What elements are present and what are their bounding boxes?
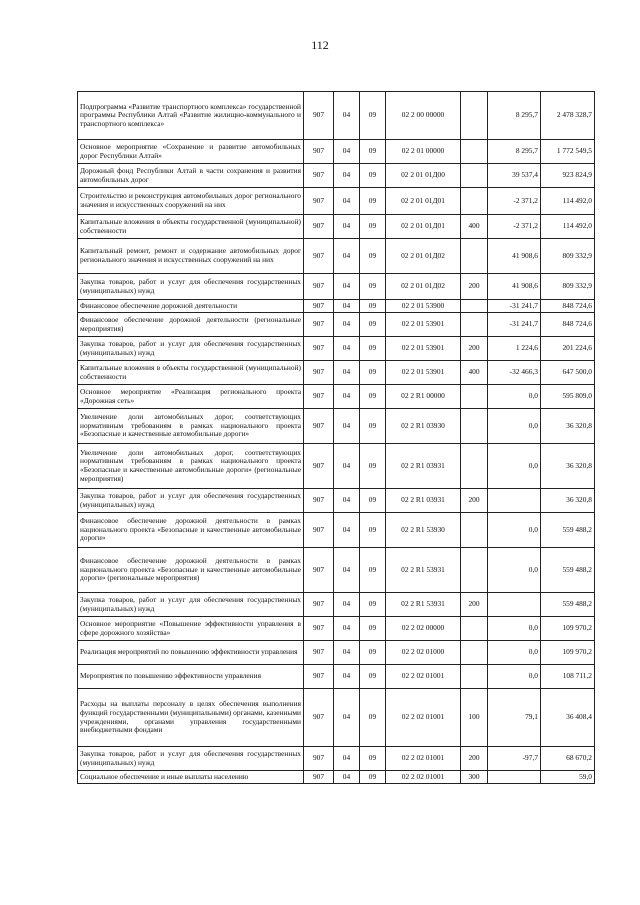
change-amount: 0,0 — [488, 665, 541, 689]
expense-type-code — [461, 92, 488, 140]
change-amount: 41 908,6 — [488, 274, 541, 300]
expense-type-code: 200 — [461, 747, 488, 771]
row-name: Дорожный фонд Республики Алтай в части сохранения и развития автомобильных дорог — [78, 164, 304, 188]
budget-table-body — [78, 92, 595, 784]
section-code: 04 — [334, 641, 360, 665]
row-name: Расходы на выплаты персоналу в целях обеспечения выполнения функций государственными (муниципальными) органами, казенными учреждениями, органами управления государственными внебюджетными фондами — [78, 689, 304, 747]
change-amount: 0,0 — [488, 513, 541, 548]
section-code: 04 — [334, 513, 360, 548]
admin-code: 907 — [304, 548, 334, 593]
row-name: Основное мероприятие «Повышение эффективности управления в сфере дорожного хозяйства» — [78, 617, 304, 641]
admin-code: 907 — [304, 361, 334, 385]
change-amount — [488, 489, 541, 513]
target-code: 02 2 01 01Д00 — [386, 164, 461, 188]
expense-type-code — [461, 188, 488, 215]
row-name: Финансовое обеспечение дорожной деятельности — [78, 300, 304, 313]
total-amount: 2 478 328,7 — [541, 92, 595, 140]
target-code: 02 2 R1 53930 — [386, 513, 461, 548]
row-name: Финансовое обеспечение дорожной деятельности в рамках национального проекта «Безопасные и качественные автомобильные дороги» — [78, 513, 304, 548]
total-amount: 114 492,0 — [541, 215, 595, 239]
section-code: 04 — [334, 188, 360, 215]
admin-code: 907 — [304, 164, 334, 188]
total-amount: 36 320,8 — [541, 409, 595, 444]
change-amount: 1 224,6 — [488, 337, 541, 361]
table-row — [78, 593, 595, 617]
expense-type-code: 200 — [461, 337, 488, 361]
target-code: 02 2 R1 03931 — [386, 444, 461, 489]
change-amount: 0,0 — [488, 444, 541, 489]
section-code: 04 — [334, 313, 360, 337]
row-name: Социальное обеспечение и иные выплаты населению — [78, 771, 304, 784]
row-name: Капитальные вложения в объекты государственной (муниципальной) собственности — [78, 361, 304, 385]
subsection-code: 09 — [360, 361, 386, 385]
expense-type-code: 100 — [461, 689, 488, 747]
expense-type-code — [461, 313, 488, 337]
subsection-code: 09 — [360, 513, 386, 548]
target-code: 02 2 R1 00000 — [386, 385, 461, 409]
admin-code: 907 — [304, 747, 334, 771]
target-code: 02 2 02 01001 — [386, 665, 461, 689]
admin-code: 907 — [304, 665, 334, 689]
row-name: Основное мероприятие «Сохранение и развитие автомобильных дорог Республики Алтай» — [78, 140, 304, 164]
expense-type-code — [461, 409, 488, 444]
table-row — [78, 361, 595, 385]
section-code: 04 — [334, 215, 360, 239]
target-code: 02 2 01 53900 — [386, 300, 461, 313]
change-amount: -32 466,3 — [488, 361, 541, 385]
row-name: Мероприятия по повышению эффективности управления — [78, 665, 304, 689]
expense-type-code: 200 — [461, 593, 488, 617]
section-code: 04 — [334, 92, 360, 140]
target-code: 02 2 R1 03931 — [386, 489, 461, 513]
change-amount: 8 295,7 — [488, 140, 541, 164]
section-code: 04 — [334, 239, 360, 274]
target-code: 02 2 R1 03930 — [386, 409, 461, 444]
admin-code: 907 — [304, 489, 334, 513]
table-row — [78, 489, 595, 513]
target-code: 02 2 01 01Д01 — [386, 188, 461, 215]
row-name: Увеличение доли автомобильных дорог, соответствующих нормативным требованиям в рамках национального проекта «Безопасные и качественные автомобильные дороги» (региональные мероприятия) — [78, 444, 304, 489]
target-code: 02 2 02 01000 — [386, 641, 461, 665]
change-amount: 39 537,4 — [488, 164, 541, 188]
section-code: 04 — [334, 337, 360, 361]
subsection-code: 09 — [360, 385, 386, 409]
budget-table — [77, 91, 595, 784]
subsection-code: 09 — [360, 617, 386, 641]
subsection-code: 09 — [360, 641, 386, 665]
total-amount: 809 332,9 — [541, 274, 595, 300]
table-row — [78, 274, 595, 300]
total-amount: 1 772 549,5 — [541, 140, 595, 164]
expense-type-code — [461, 300, 488, 313]
total-amount: 109 970,2 — [541, 641, 595, 665]
subsection-code: 09 — [360, 444, 386, 489]
expense-type-code — [461, 617, 488, 641]
admin-code: 907 — [304, 385, 334, 409]
expense-type-code — [461, 641, 488, 665]
admin-code: 907 — [304, 337, 334, 361]
section-code: 04 — [334, 361, 360, 385]
admin-code: 907 — [304, 513, 334, 548]
table-row — [78, 409, 595, 444]
subsection-code: 09 — [360, 140, 386, 164]
total-amount: 559 488,2 — [541, 513, 595, 548]
row-name: Увеличение доли автомобильных дорог, соответствующих нормативным требованиям в рамках национального проекта «Безопасные и качественные автомобильные дороги» — [78, 409, 304, 444]
subsection-code: 09 — [360, 164, 386, 188]
expense-type-code — [461, 239, 488, 274]
expense-type-code: 200 — [461, 489, 488, 513]
expense-type-code — [461, 444, 488, 489]
table-row — [78, 92, 595, 140]
subsection-code: 09 — [360, 92, 386, 140]
table-row — [78, 313, 595, 337]
expense-type-code: 400 — [461, 215, 488, 239]
change-amount: 0,0 — [488, 617, 541, 641]
section-code: 04 — [334, 665, 360, 689]
target-code: 02 2 01 00000 — [386, 140, 461, 164]
change-amount: 0,0 — [488, 548, 541, 593]
section-code: 04 — [334, 385, 360, 409]
section-code: 04 — [334, 274, 360, 300]
change-amount: -97,7 — [488, 747, 541, 771]
total-amount: 848 724,6 — [541, 313, 595, 337]
expense-type-code — [461, 513, 488, 548]
total-amount: 923 824,9 — [541, 164, 595, 188]
table-row — [78, 444, 595, 489]
change-amount: -31 241,7 — [488, 313, 541, 337]
total-amount: 59,0 — [541, 771, 595, 784]
total-amount: 108 711,2 — [541, 665, 595, 689]
table-row — [78, 164, 595, 188]
admin-code: 907 — [304, 313, 334, 337]
target-code: 02 2 02 01001 — [386, 689, 461, 747]
row-name: Финансовое обеспечение дорожной деятельности (региональные мероприятия) — [78, 313, 304, 337]
row-name: Закупка товаров, работ и услуг для обеспечения государственных (муниципальных) нужд — [78, 593, 304, 617]
row-name: Строительство и реконструкция автомобильных дорог регионального значения и искусственных сооружений на них — [78, 188, 304, 215]
total-amount: 114 492,0 — [541, 188, 595, 215]
subsection-code: 09 — [360, 337, 386, 361]
admin-code: 907 — [304, 593, 334, 617]
total-amount: 559 488,2 — [541, 593, 595, 617]
change-amount: 8 295,7 — [488, 92, 541, 140]
table-row — [78, 641, 595, 665]
subsection-code: 09 — [360, 215, 386, 239]
table-row — [78, 188, 595, 215]
section-code: 04 — [334, 140, 360, 164]
section-code: 04 — [334, 444, 360, 489]
admin-code: 907 — [304, 444, 334, 489]
admin-code: 907 — [304, 92, 334, 140]
change-amount — [488, 593, 541, 617]
table-row — [78, 385, 595, 409]
admin-code: 907 — [304, 617, 334, 641]
change-amount: -2 371,2 — [488, 215, 541, 239]
table-row — [78, 665, 595, 689]
target-code: 02 2 01 53901 — [386, 361, 461, 385]
expense-type-code — [461, 385, 488, 409]
table-row — [78, 300, 595, 313]
admin-code: 907 — [304, 689, 334, 747]
expense-type-code — [461, 665, 488, 689]
table-row — [78, 513, 595, 548]
table-row — [78, 617, 595, 641]
row-name: Реализация мероприятий по повышению эффективности управления — [78, 641, 304, 665]
total-amount: 647 500,0 — [541, 361, 595, 385]
page-number: 112 — [311, 38, 329, 52]
subsection-code: 09 — [360, 689, 386, 747]
admin-code: 907 — [304, 771, 334, 784]
expense-type-code — [461, 164, 488, 188]
subsection-code: 09 — [360, 300, 386, 313]
change-amount: 0,0 — [488, 409, 541, 444]
target-code: 02 2 R1 53931 — [386, 548, 461, 593]
subsection-code: 09 — [360, 593, 386, 617]
section-code: 04 — [334, 689, 360, 747]
table-row — [78, 215, 595, 239]
target-code: 02 2 01 53901 — [386, 337, 461, 361]
subsection-code: 09 — [360, 313, 386, 337]
target-code: 02 2 02 01001 — [386, 771, 461, 784]
expense-type-code — [461, 548, 488, 593]
section-code: 04 — [334, 593, 360, 617]
total-amount: 36 320,8 — [541, 444, 595, 489]
total-amount: 559 488,2 — [541, 548, 595, 593]
admin-code: 907 — [304, 215, 334, 239]
subsection-code: 09 — [360, 771, 386, 784]
admin-code: 907 — [304, 239, 334, 274]
total-amount: 809 332,9 — [541, 239, 595, 274]
change-amount — [488, 771, 541, 784]
total-amount: 109 970,2 — [541, 617, 595, 641]
total-amount: 595 809,0 — [541, 385, 595, 409]
target-code: 02 2 02 00000 — [386, 617, 461, 641]
total-amount: 848 724,6 — [541, 300, 595, 313]
subsection-code: 09 — [360, 409, 386, 444]
admin-code: 907 — [304, 409, 334, 444]
row-name: Закупка товаров, работ и услуг для обеспечения государственных (муниципальных) нужд — [78, 337, 304, 361]
section-code: 04 — [334, 164, 360, 188]
row-name: Основное мероприятие «Реализация регионального проекта «Дорожная сеть» — [78, 385, 304, 409]
subsection-code: 09 — [360, 188, 386, 215]
subsection-code: 09 — [360, 239, 386, 274]
row-name: Закупка товаров, работ и услуг для обеспечения государственных (муниципальных) нужд — [78, 489, 304, 513]
section-code: 04 — [334, 489, 360, 513]
expense-type-code — [461, 140, 488, 164]
target-code: 02 2 R1 53931 — [386, 593, 461, 617]
change-amount: 41 908,6 — [488, 239, 541, 274]
target-code: 02 2 02 01001 — [386, 747, 461, 771]
table-row — [78, 548, 595, 593]
subsection-code: 09 — [360, 489, 386, 513]
admin-code: 907 — [304, 641, 334, 665]
change-amount: 79,1 — [488, 689, 541, 747]
total-amount: 68 670,2 — [541, 747, 595, 771]
target-code: 02 2 00 00000 — [386, 92, 461, 140]
row-name: Закупка товаров, работ и услуг для обеспечения государственных (муниципальных) нужд — [78, 274, 304, 300]
table-row — [78, 140, 595, 164]
row-name: Подпрограмма «Развитие транспортного комплекса» государственной программы Республики Алтай «Развитие жилищно-коммунального и транспортного комплекса» — [78, 92, 304, 140]
target-code: 02 2 01 01Д01 — [386, 215, 461, 239]
change-amount: 0,0 — [488, 641, 541, 665]
subsection-code: 09 — [360, 665, 386, 689]
row-name: Закупка товаров, работ и услуг для обеспечения государственных (муниципальных) нужд — [78, 747, 304, 771]
total-amount: 36 320,8 — [541, 489, 595, 513]
expense-type-code: 300 — [461, 771, 488, 784]
total-amount: 36 408,4 — [541, 689, 595, 747]
table-row — [78, 337, 595, 361]
section-code: 04 — [334, 548, 360, 593]
admin-code: 907 — [304, 140, 334, 164]
table-row — [78, 689, 595, 747]
admin-code: 907 — [304, 300, 334, 313]
table-row — [78, 747, 595, 771]
subsection-code: 09 — [360, 747, 386, 771]
row-name: Капитальный ремонт, ремонт и содержание автомобильных дорог регионального значения и искусственных сооружений на них — [78, 239, 304, 274]
subsection-code: 09 — [360, 274, 386, 300]
change-amount: -31 241,7 — [488, 300, 541, 313]
table-row — [78, 239, 595, 274]
section-code: 04 — [334, 747, 360, 771]
section-code: 04 — [334, 409, 360, 444]
section-code: 04 — [334, 771, 360, 784]
change-amount: 0,0 — [488, 385, 541, 409]
target-code: 02 2 01 53901 — [386, 313, 461, 337]
row-name: Финансовое обеспечение дорожной деятельности в рамках национального проекта «Безопасные и качественные автомобильные дороги» (региональные мероприятия) — [78, 548, 304, 593]
expense-type-code: 200 — [461, 274, 488, 300]
target-code: 02 2 01 01Д02 — [386, 239, 461, 274]
admin-code: 907 — [304, 274, 334, 300]
subsection-code: 09 — [360, 548, 386, 593]
admin-code: 907 — [304, 188, 334, 215]
row-name: Капитальные вложения в объекты государственной (муниципальной) собственности — [78, 215, 304, 239]
change-amount: -2 371,2 — [488, 188, 541, 215]
section-code: 04 — [334, 300, 360, 313]
table-row — [78, 771, 595, 784]
expense-type-code: 400 — [461, 361, 488, 385]
section-code: 04 — [334, 617, 360, 641]
total-amount: 201 224,6 — [541, 337, 595, 361]
target-code: 02 2 01 01Д02 — [386, 274, 461, 300]
